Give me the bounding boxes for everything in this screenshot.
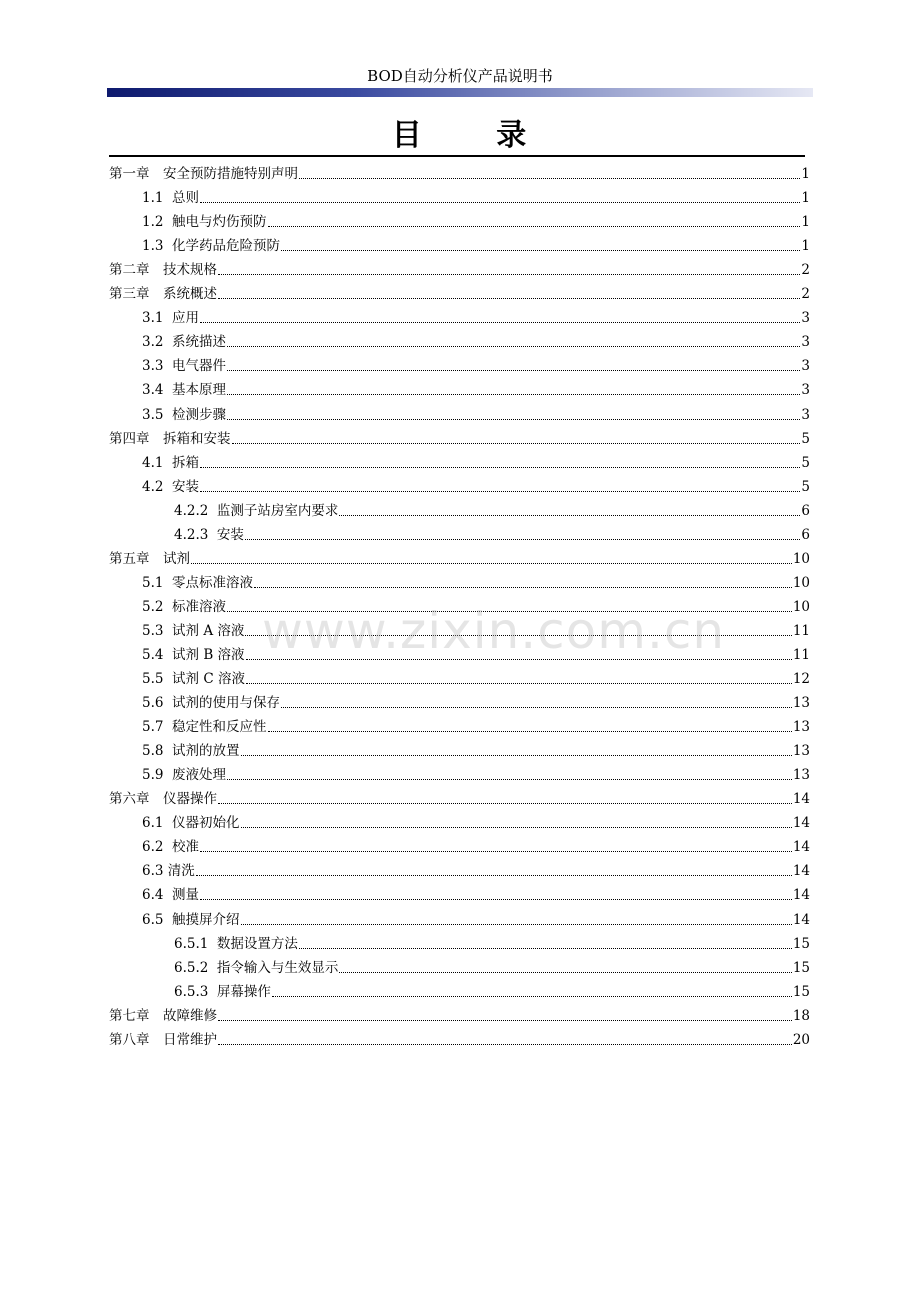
toc-leader-dots — [218, 274, 800, 275]
toc-entry[interactable] — [109, 617, 810, 641]
toc-leader-dots — [272, 996, 792, 997]
toc-leader-dots — [232, 443, 801, 444]
toc-entry[interactable] — [109, 280, 810, 304]
toc-entry-page: 3 — [801, 382, 810, 399]
toc-entry-label: 5.6 试剂的使用与保存 — [142, 695, 281, 712]
toc-entry-label: 5.1 零点标准溶液 — [142, 574, 254, 591]
toc-entry-page: 14 — [792, 815, 810, 832]
toc-leader-dots — [268, 731, 792, 732]
toc-leader-dots — [246, 659, 792, 660]
toc-entry[interactable] — [109, 376, 810, 400]
toc-entry-label: 第三章 系统概述 — [109, 286, 217, 303]
toc-entry-label: 3.3 电气器件 — [142, 358, 227, 375]
toc-entry-page: 5 — [801, 454, 810, 471]
toc-entry-label: 3.2 系统描述 — [142, 334, 227, 351]
toc-entry[interactable] — [109, 569, 810, 593]
toc-leader-dots — [227, 346, 800, 347]
toc-entry-label: 4.1 拆箱 — [142, 454, 200, 471]
toc-entry[interactable] — [109, 905, 810, 929]
toc-leader-dots — [191, 563, 792, 564]
toc-entry-page: 15 — [792, 935, 810, 952]
toc-heading: 目 录 — [391, 118, 529, 153]
toc-entry[interactable] — [109, 545, 810, 569]
toc-entry-page: 2 — [801, 262, 810, 279]
toc-leader-dots — [200, 851, 792, 852]
toc-entry-label: 6.1 仪器初始化 — [142, 815, 240, 832]
toc-entry-page: 20 — [792, 1031, 810, 1048]
toc-leader-dots — [227, 394, 800, 395]
toc-entry-label: 5.7 稳定性和反应性 — [142, 719, 267, 736]
toc-entry[interactable] — [109, 978, 810, 1002]
toc-entry[interactable] — [109, 1002, 810, 1026]
toc-leader-dots — [241, 924, 792, 925]
toc-entry-page: 11 — [792, 646, 810, 663]
toc-entry[interactable] — [109, 328, 810, 352]
toc-entry[interactable] — [109, 256, 810, 280]
toc-leader-dots — [241, 755, 792, 756]
toc-entry-label: 第五章 试剂 — [109, 550, 190, 567]
toc-leader-dots — [218, 1044, 792, 1045]
toc-leader-dots — [218, 803, 792, 804]
toc-entry-label: 5.5 试剂 C 溶液 — [142, 671, 245, 688]
toc-entry-page: 18 — [792, 1007, 810, 1024]
toc-entry[interactable] — [109, 689, 810, 713]
toc-entry-label: 第六章 仪器操作 — [109, 791, 217, 808]
toc-entry-page: 10 — [792, 574, 810, 591]
toc-entry[interactable] — [109, 184, 810, 208]
toc-leader-dots — [227, 611, 792, 612]
toc-leader-dots — [218, 298, 800, 299]
toc-entry-label: 第七章 故障维修 — [109, 1007, 217, 1024]
toc-entry[interactable] — [109, 737, 810, 761]
toc-leader-dots — [281, 250, 800, 251]
toc-entry[interactable] — [109, 400, 810, 424]
toc-entry-page: 3 — [801, 406, 810, 423]
toc-leader-dots — [200, 202, 800, 203]
toc-entry-label: 3.5 检测步骤 — [142, 406, 227, 423]
toc-leader-dots — [299, 178, 800, 179]
toc-entry[interactable] — [109, 1026, 810, 1050]
toc-entry[interactable] — [109, 641, 810, 665]
toc-entry-page: 1 — [801, 166, 810, 183]
toc-leader-dots — [200, 899, 792, 900]
toc-entry-page: 13 — [792, 695, 810, 712]
toc-entry-label: 6.5.1 数据设置方法 — [174, 935, 298, 952]
toc-entry-page: 14 — [792, 887, 810, 904]
toc-entry-page: 15 — [792, 959, 810, 976]
toc-entry[interactable] — [109, 473, 810, 497]
toc-entry-page: 10 — [792, 598, 810, 615]
toc-entry[interactable] — [109, 232, 810, 256]
toc-entry[interactable] — [109, 713, 810, 737]
toc-entry[interactable] — [109, 449, 810, 473]
toc-entry-page: 14 — [792, 839, 810, 856]
toc-entry-label: 4.2 安装 — [142, 478, 200, 495]
toc-leader-dots — [246, 683, 792, 684]
toc-leader-dots — [245, 539, 800, 540]
toc-entry-page: 14 — [792, 791, 810, 808]
toc-entry-label: 1.3 化学药品危险预防 — [142, 238, 281, 255]
toc-leader-dots — [254, 587, 792, 588]
toc-entry[interactable] — [109, 304, 810, 328]
running-header-title: BOD自动分析仪产品说明书 — [367, 67, 553, 85]
header-gradient-rule — [107, 88, 813, 97]
toc-entry-page: 11 — [792, 622, 810, 639]
toc-leader-dots — [241, 827, 792, 828]
toc-entry-page: 13 — [792, 719, 810, 736]
toc-leader-dots — [299, 948, 792, 949]
toc-entry[interactable] — [109, 352, 810, 376]
toc-heading-rule — [109, 155, 805, 157]
toc-entry-page: 15 — [792, 983, 810, 1000]
toc-leader-dots — [227, 419, 800, 420]
toc-entry-label: 第二章 技术规格 — [109, 262, 217, 279]
toc-entry-label: 5.4 试剂 B 溶液 — [142, 646, 245, 663]
toc-entry-label: 5.9 废液处理 — [142, 767, 227, 784]
toc-entry-label: 5.8 试剂的放置 — [142, 743, 240, 760]
toc-entry[interactable] — [109, 833, 810, 857]
toc-leader-dots — [339, 515, 800, 516]
toc-entry-page: 3 — [801, 310, 810, 327]
toc-leader-dots — [245, 635, 791, 636]
toc-entry-label: 6.5 触摸屏介绍 — [142, 911, 240, 928]
toc-entry[interactable] — [109, 208, 810, 232]
toc-entry-label: 6.5.3 屏幕操作 — [174, 983, 271, 1000]
toc-entry-page: 14 — [792, 863, 810, 880]
toc-entry-label: 3.1 应用 — [142, 310, 200, 327]
toc-entry-page: 13 — [792, 743, 810, 760]
toc-entry-page: 1 — [801, 190, 810, 207]
toc-leader-dots — [200, 322, 800, 323]
toc-entry-label: 1.2 触电与灼伤预防 — [142, 214, 267, 231]
toc-entry-page: 6 — [801, 502, 810, 519]
watermark: www.zixin.com.cn — [262, 602, 726, 660]
toc-entry[interactable] — [109, 785, 810, 809]
toc-entry-label: 5.3 试剂 A 溶液 — [142, 622, 245, 639]
toc-entry-page: 3 — [801, 334, 810, 351]
toc-entry-label: 第一章 安全预防措施特别声明 — [109, 166, 298, 183]
toc-leader-dots — [227, 370, 800, 371]
toc-entry-label: 6.2 校准 — [142, 839, 200, 856]
toc-entry[interactable] — [109, 954, 810, 978]
toc-entry-page: 6 — [801, 526, 810, 543]
toc-entry[interactable] — [109, 160, 810, 184]
toc-entry-label: 6.5.2 指令输入与生效显示 — [174, 959, 339, 976]
toc-leader-dots — [200, 467, 800, 468]
toc-entry-page: 13 — [792, 767, 810, 784]
toc-entry-page: 5 — [801, 478, 810, 495]
toc-leader-dots — [281, 707, 792, 708]
toc-entry-label: 第四章 拆箱和安装 — [109, 430, 231, 447]
toc-entry-label: 5.2 标准溶液 — [142, 598, 227, 615]
toc-entry-page: 5 — [801, 430, 810, 447]
toc-entry[interactable] — [109, 761, 810, 785]
toc-entry-label: 1.1 总则 — [142, 190, 200, 207]
toc-leader-dots — [200, 491, 800, 492]
toc-leader-dots — [196, 875, 792, 876]
toc-entry-label: 4.2.3 安装 — [174, 526, 244, 543]
toc-entry[interactable] — [109, 521, 810, 545]
toc-entry-page: 10 — [792, 550, 810, 567]
toc-entry[interactable] — [109, 930, 810, 954]
toc-entry-page: 1 — [801, 214, 810, 231]
toc-leader-dots — [227, 779, 792, 780]
toc-entry[interactable] — [109, 857, 810, 881]
toc-entry[interactable] — [109, 497, 810, 521]
table-of-contents — [109, 160, 810, 1050]
toc-entry-label: 4.2.2 监测子站房室内要求 — [174, 502, 339, 519]
toc-entry[interactable] — [109, 593, 810, 617]
toc-entry[interactable] — [109, 425, 810, 449]
toc-leader-dots — [339, 972, 791, 973]
toc-leader-dots — [268, 226, 801, 227]
toc-entry-label: 第八章 日常维护 — [109, 1031, 217, 1048]
toc-entry[interactable] — [109, 881, 810, 905]
toc-entry-page: 12 — [792, 671, 810, 688]
toc-entry-page: 14 — [792, 911, 810, 928]
toc-entry-page: 3 — [801, 358, 810, 375]
toc-leader-dots — [218, 1020, 792, 1021]
toc-entry-page: 1 — [801, 238, 810, 255]
toc-entry-label: 6.3 清洗 — [142, 863, 195, 880]
toc-entry-label: 6.4 测量 — [142, 887, 200, 904]
toc-entry-label: 3.4 基本原理 — [142, 382, 227, 399]
toc-entry-page: 2 — [801, 286, 810, 303]
toc-entry[interactable] — [109, 809, 810, 833]
toc-entry[interactable] — [109, 665, 810, 689]
